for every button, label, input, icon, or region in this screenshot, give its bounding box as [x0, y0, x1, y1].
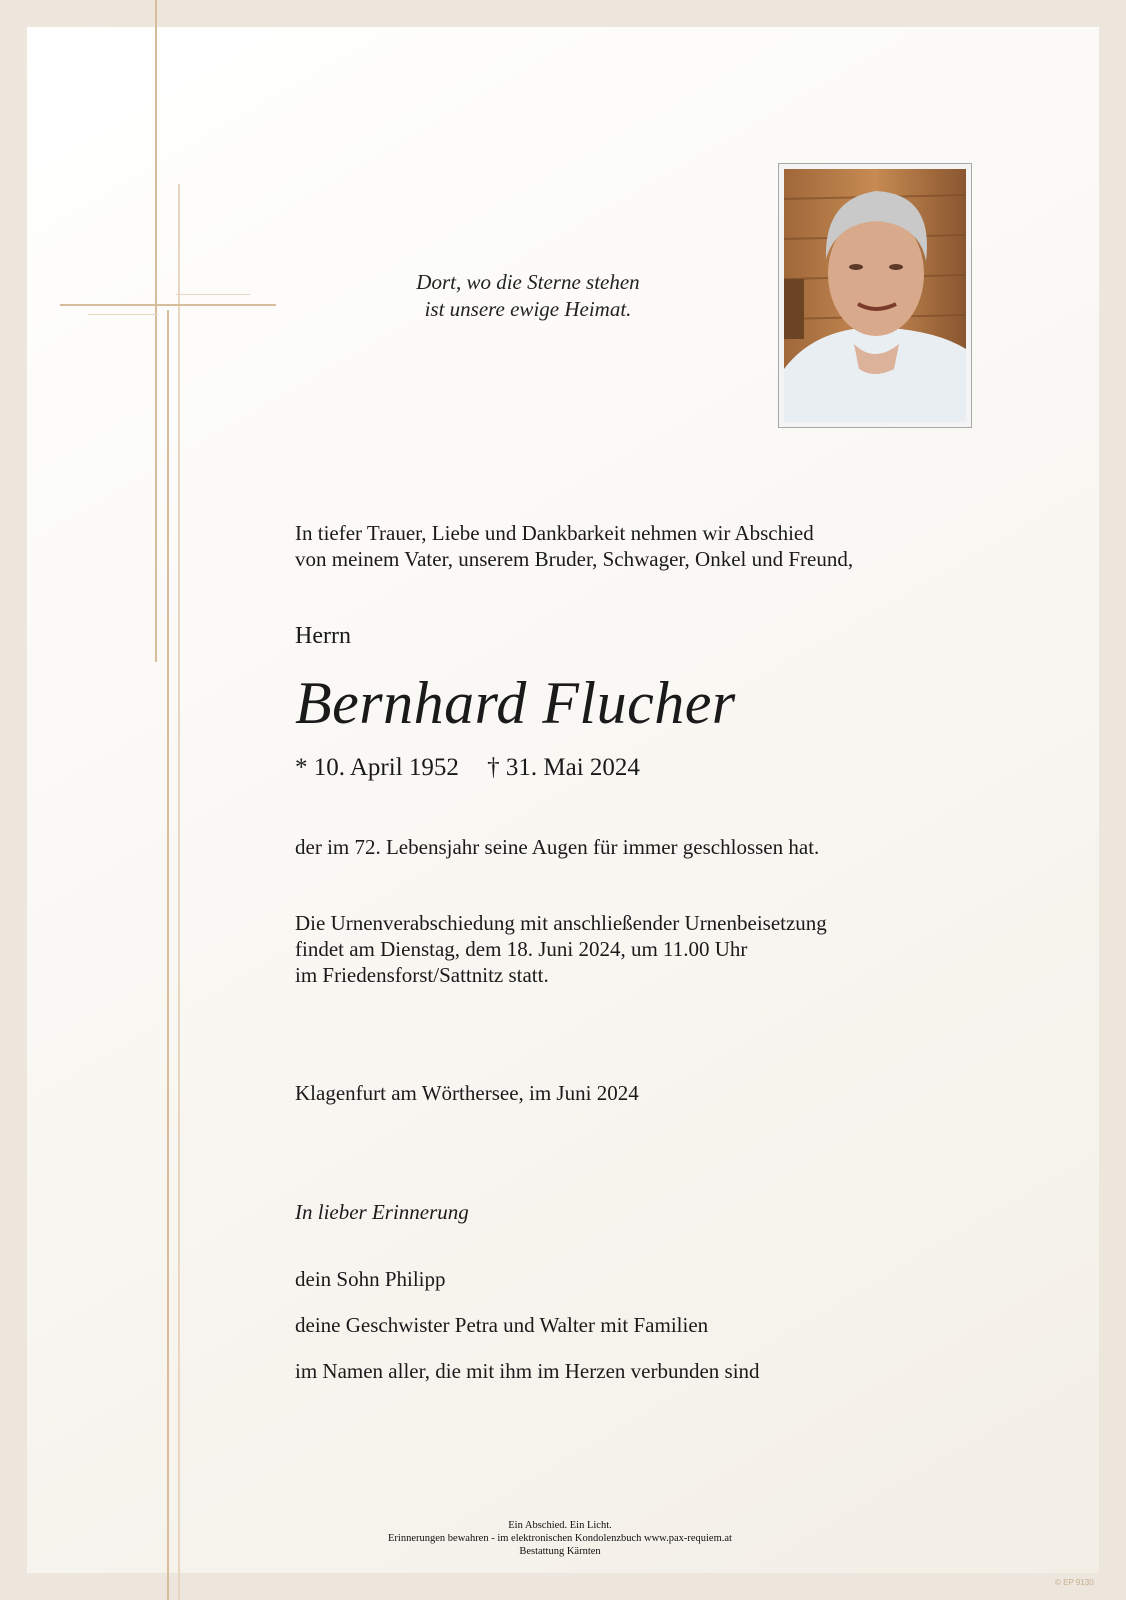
birth-date: * 10. April 1952	[295, 754, 459, 781]
intro-line-1: In tiefer Trauer, Liebe und Dankbarkeit nehmen wir Abschied	[295, 521, 814, 545]
ceremony-line-2: findet am Dienstag, dem 18. Juni 2024, um 11.00 Uhr	[295, 937, 748, 961]
epitaph-line-2: ist unsere ewige Heimat.	[424, 297, 632, 321]
mourner-line: im Namen aller, die mit ihm im Herzen verbunden sind	[295, 1359, 760, 1383]
place-date: Klagenfurt am Wörthersee, im Juni 2024	[295, 1081, 639, 1105]
epitaph-quote	[360, 269, 696, 323]
footer-line-2: Erinnerungen bewahren - im elektronischen Kondolenzbuch www.pax-requiem.at	[388, 1533, 732, 1544]
footer-line-1: Ein Abschied. Ein Licht.	[508, 1520, 612, 1531]
ceremony-line-1: Die Urnenverabschiedung mit anschließender Urnenbeisetzung	[295, 911, 827, 935]
portrait-photo	[784, 169, 966, 422]
footer-line-3: Bestattung Kärnten	[519, 1546, 601, 1557]
memory-heading: In lieber Erinnerung	[295, 1200, 469, 1224]
epitaph-line-1: Dort, wo die Sterne stehen	[416, 270, 640, 294]
intro-text	[295, 520, 853, 572]
footer	[300, 1519, 820, 1558]
life-dates	[295, 753, 640, 783]
age-line: der im 72. Lebensjahr seine Augen für immer geschlossen hat.	[295, 835, 820, 859]
death-date: † 31. Mai 2024	[487, 754, 640, 781]
portrait-frame	[778, 163, 972, 428]
ceremony-text	[295, 910, 827, 988]
mourner-line: dein Sohn Philipp	[295, 1267, 446, 1291]
deceased-name: Bernhard Flucher	[295, 670, 736, 736]
intro-line-2: von meinem Vater, unserem Bruder, Schwager, Onkel und Freund,	[295, 547, 854, 571]
mourner-line: deine Geschwister Petra und Walter mit Familien	[295, 1313, 709, 1337]
salutation: Herrn	[295, 623, 351, 649]
ceremony-line-3: im Friedensforst/Sattnitz statt.	[295, 963, 549, 987]
corner-code: © EP 9130	[1055, 1578, 1094, 1587]
